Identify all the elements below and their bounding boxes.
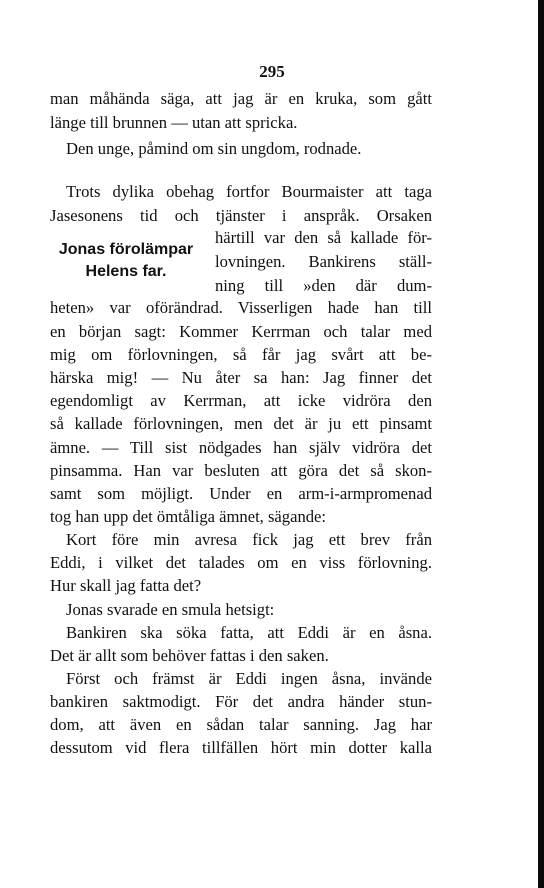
text-line: Eddi, i vilket det talades om en viss förlovning. (50, 553, 432, 572)
text-line: ämne. — Till sist nödgades han själv vidröra det (50, 438, 432, 457)
text-line: tog han upp det ömtåliga ämnet, sägande: (50, 507, 327, 526)
text-line: en början sagt: Kommer Kerrman och talar med (50, 322, 432, 341)
text-line: egendomligt av Kerrman, att icke vidröra den (50, 391, 432, 410)
text-line: så kallade förlovningen, men det är ju ett pinsamt (50, 414, 432, 433)
text-line: Hur skall jag fatta det? (50, 576, 202, 595)
text-line: Jasesonens tid och tjänster i anspråk. Orsaken (50, 206, 432, 225)
text-line: Jonas svarade en smula hetsigt: (66, 600, 275, 619)
text-line: samt som möjligt. Under en arm-i-armpromenad (50, 484, 432, 503)
scan-edge (538, 0, 544, 888)
text-line: Bankiren ska söka fatta, att Eddi är en åsna. (66, 623, 432, 642)
text-line: heten» var oförändrad. Visserligen hade han till (50, 298, 432, 317)
page-number: 295 (259, 62, 285, 81)
margin-heading: Helens far. (85, 263, 167, 280)
text-line: mig om förlovningen, så får jag svårt att be- (50, 345, 432, 364)
text-line: Först och främst är Eddi ingen åsna, invände (66, 669, 432, 688)
text-line: Det är allt som behöver fattas i den saken. (50, 646, 329, 665)
text-line: ning till »den där dum- (215, 276, 432, 295)
text-line: Den unge, påmind om sin ungdom, rodnade. (66, 139, 362, 158)
text-line: länge till brunnen — utan att spricka. (50, 113, 298, 132)
text-line: Kort före min avresa fick jag ett brev från (66, 530, 432, 549)
text-line: bankiren saktmodigt. För det andra händer stun- (50, 692, 432, 711)
text-line: dom, att även en sådan talar sanning. Jag har (50, 715, 432, 734)
text-line: pinsamma. Han var besluten att göra det så skon- (50, 461, 432, 480)
text-line: Trots dylika obehag fortfor Bourmaister att taga (66, 182, 432, 201)
text-line: härtill var den så kallade för- (215, 228, 432, 247)
text-line: lovningen. Bankirens ställ- (215, 252, 432, 271)
text-line: man måhända säga, att jag är en kruka, som gått (50, 89, 432, 108)
margin-heading: Jonas förolämpar (58, 241, 194, 258)
text-line: härska mig! — Nu åter sa han: Jag finner det (50, 368, 432, 387)
text-line: dessutom vid flera tillfällen hört min dotter kalla (50, 738, 432, 757)
